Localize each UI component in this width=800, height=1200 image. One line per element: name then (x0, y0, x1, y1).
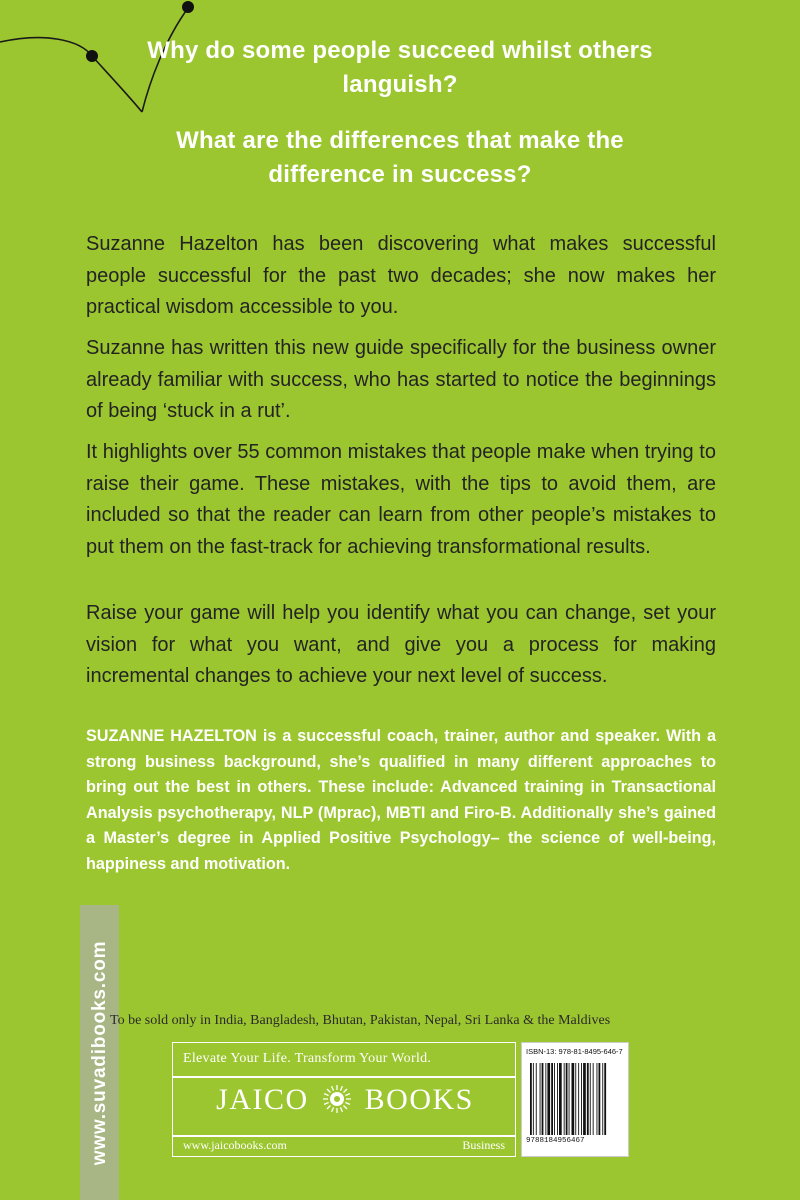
headline-question-1: Why do some people succeed whilst others languish? (147, 37, 653, 98)
body-paragraph-3: It highlights over 55 common mistakes that people make when trying to raise their game. These mistakes, with the tips to avoid them, are included so that the reader can learn from other people’s mistakes to put them on the fast-track for achieving transformational results. (86, 441, 716, 558)
panel-divider-top (173, 1076, 515, 1078)
watermark-text: www.suvadibooks.com (88, 940, 110, 1165)
barcode-icon (530, 1063, 622, 1135)
watermark-strip (80, 905, 119, 1200)
body-paragraph-1: Suzanne Hazelton has been discovering what makes successful people successful for the past two decades; she now makes her practical wisdom accessible to you. (86, 233, 716, 318)
publisher-website: www.jaicobooks.com (183, 1138, 287, 1152)
sun-emblem-icon (322, 1084, 352, 1114)
body-paragraph-4: Raise your game will help you identify what you can change, set your vision for what you want, and give you a process for making incremental changes to achieve your next level of success. (86, 602, 716, 687)
panel-divider-bottom (173, 1135, 515, 1137)
body-paragraph-2: Suzanne has written this new guide specifically for the business owner already familiar with success, who has started to notice the beginnings of being ‘stuck in a rut’. (86, 337, 716, 422)
curve-dot-top (182, 1, 194, 13)
isbn-label: ISBN-13: 978-81-8495-646-7 (526, 1047, 623, 1056)
book-category: Business (462, 1138, 505, 1152)
sale-territory-notice: To be sold only in India, Bangladesh, Bhutan, Pakistan, Nepal, Sri Lanka & the Maldives (110, 1013, 611, 1028)
barcode-digits: 9788184956467 (526, 1137, 585, 1145)
headline-question-2: What are the differences that make the difference in success? (176, 127, 624, 188)
author-bio: SUZANNE HAZELTON is a successful coach, trainer, author and speaker. With a strong business background, she’s qualified in many different approaches to bring out the best in others. These include: Advanced training in Transactional Analysis psychotherapy, NLP (Mprac), MBTI and Firo-B. Additionally she’s gained a Master’s degree in Applied Positive Psychology– the science of well-being, happiness and motivation. (86, 727, 716, 873)
brand-name-left: JAICO (216, 1083, 309, 1116)
publisher-tagline: Elevate Your Life. Transform Your World. (183, 1051, 432, 1066)
curve-dot-left (86, 50, 98, 62)
isbn-barcode-box (521, 1042, 629, 1157)
publisher-panel (172, 1042, 516, 1157)
publisher-logo (173, 1083, 517, 1117)
brand-name-right: BOOKS (364, 1083, 474, 1116)
